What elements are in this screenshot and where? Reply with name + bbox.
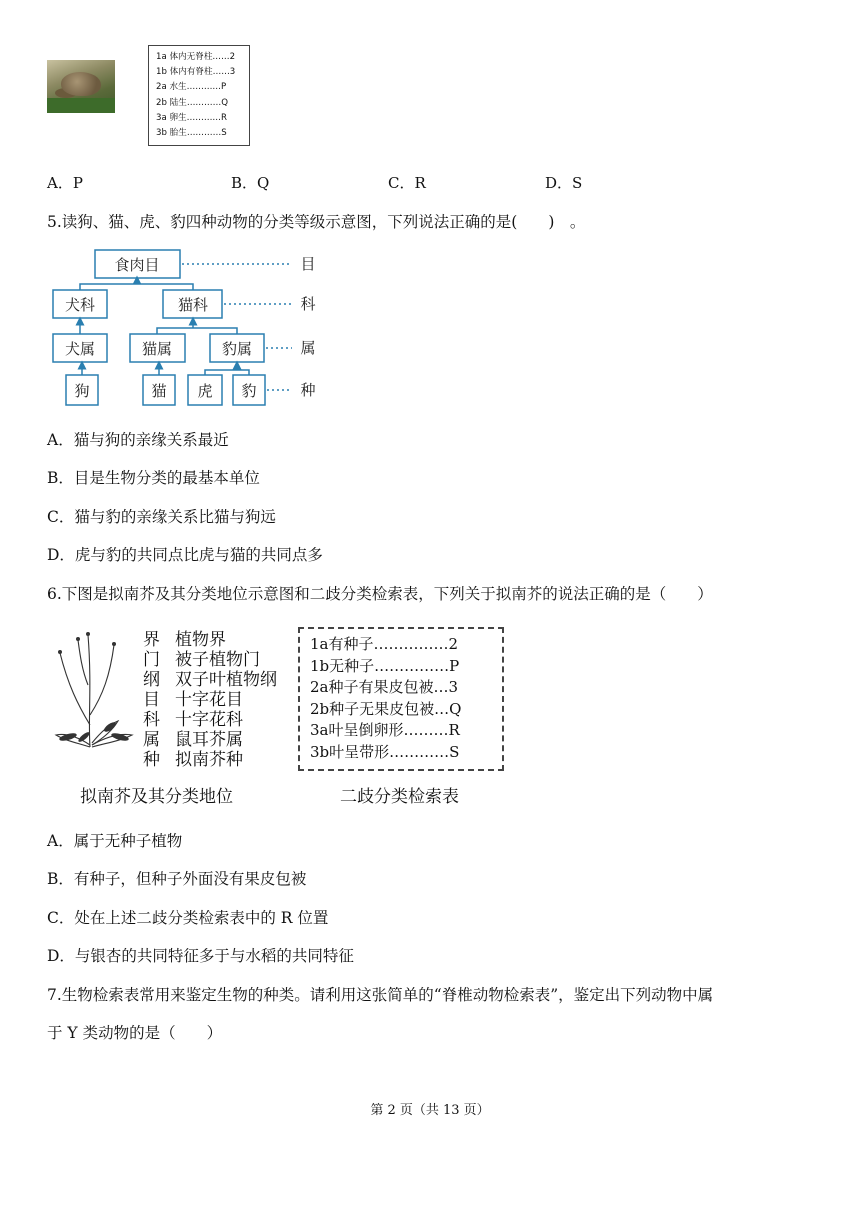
label-species-cat: 猫: [151, 382, 167, 400]
tax-name: 十字花科: [175, 710, 243, 730]
q6-option-c: C．处在上述二歧分类检索表中的 R 位置: [47, 909, 329, 927]
arabidopsis-plant-drawing: [48, 625, 138, 755]
key-line: 2b种子无果皮包被…Q: [310, 699, 462, 718]
question-7-stem-line1: 7.生物检索表常用来鉴定生物的种类。请利用这张简单的“脊椎动物检索表”，鉴定出下列动物中属: [47, 986, 714, 1004]
question-6-stem: 6.下图是拟南芥及其分类地位示意图和二歧分类检索表，下列关于拟南芥的说法正确的是（ ）: [47, 585, 713, 603]
classification-key-box: [148, 45, 250, 146]
label-genus-leopard: 豹属: [221, 340, 253, 358]
option-b: B．Q: [231, 174, 270, 192]
rank-order: 目: [300, 255, 316, 273]
label-species-tiger: 虎: [197, 382, 213, 400]
label-family-cat: 猫科: [177, 296, 209, 314]
tax-name: 被子植物门: [175, 650, 260, 670]
label-genus-cat: 猫属: [141, 340, 173, 358]
q6-option-a: A．属于无种子植物: [47, 832, 183, 850]
animal-classification-diagram: [40, 244, 340, 412]
tax-rank: 目: [143, 690, 160, 710]
key-line: 1b无种子……………P: [310, 656, 460, 675]
key-line: 2a 水生…………P: [156, 82, 227, 93]
tax-rank: 科: [143, 710, 160, 730]
tax-rank: 纲: [143, 670, 160, 690]
question-7-stem-line2: 于 Y 类动物的是（ ）: [47, 1024, 223, 1042]
dichotomous-key-box: [298, 627, 504, 771]
tax-rank: 界: [143, 630, 160, 650]
q6-option-d: D．与银杏的共同特征多于与水稻的共同特征: [47, 947, 354, 965]
key-line: 3b叶呈带形…………S: [310, 742, 460, 761]
key-line: 2a种子有果皮包被…3: [310, 678, 459, 696]
q5-option-b: B．目是生物分类的最基本单位: [47, 469, 260, 487]
tax-name: 拟南芥种: [175, 750, 243, 770]
caption-left: 拟南芥及其分类地位: [80, 787, 233, 807]
tax-name: 植物界: [175, 630, 226, 650]
tax-rank: 属: [143, 730, 160, 750]
option-d: D．S: [545, 174, 583, 192]
key-line: 3b 胎生…………S: [156, 128, 227, 139]
rank-species: 种: [300, 381, 316, 399]
tax-name: 鼠耳芥属: [175, 730, 243, 750]
tax-name: 双子叶植物纲: [175, 670, 277, 690]
tax-rank: 种: [143, 750, 160, 770]
key-line: 1a有种子……………2: [310, 635, 459, 653]
frog-photo: [47, 60, 115, 113]
q6-option-b: B．有种子，但种子外面没有果皮包被: [47, 870, 307, 888]
question-5-stem: 5.读狗、猫、虎、豹四种动物的分类等级示意图，下列说法正确的是( ) 。: [47, 213, 586, 231]
q5-option-d: D．虎与豹的共同点比虎与猫的共同点多: [47, 546, 323, 564]
key-line: 3a 卵生…………R: [156, 112, 227, 123]
option-c: C．R: [388, 174, 426, 192]
rank-family: 科: [300, 295, 316, 313]
label-species-leopard: 豹: [241, 382, 257, 400]
caption-right: 二歧分类检索表: [340, 787, 459, 807]
tax-name: 十字花目: [175, 690, 243, 710]
label-order: 食肉目: [114, 256, 160, 274]
key-line: 3a叶呈倒卵形………R: [310, 721, 460, 739]
rank-genus: 属: [300, 339, 316, 357]
key-line: 1a 体内无脊柱……2: [156, 52, 236, 62]
key-line: 2b 陆生…………Q: [156, 97, 228, 108]
tax-rank: 门: [143, 650, 160, 670]
q5-option-a: A．猫与狗的亲缘关系最近: [47, 431, 229, 449]
label-genus-dog: 犬属: [64, 340, 96, 358]
q5-option-c: C．猫与豹的亲缘关系比猫与狗远: [47, 508, 276, 526]
key-line: 1b 体内有脊柱……3: [156, 67, 236, 78]
label-family-dog: 犬科: [64, 296, 96, 314]
label-species-dog: 狗: [74, 382, 90, 400]
option-a: A．P: [47, 174, 83, 192]
page-footer: 第 2 页（共 13 页）: [370, 1103, 490, 1118]
